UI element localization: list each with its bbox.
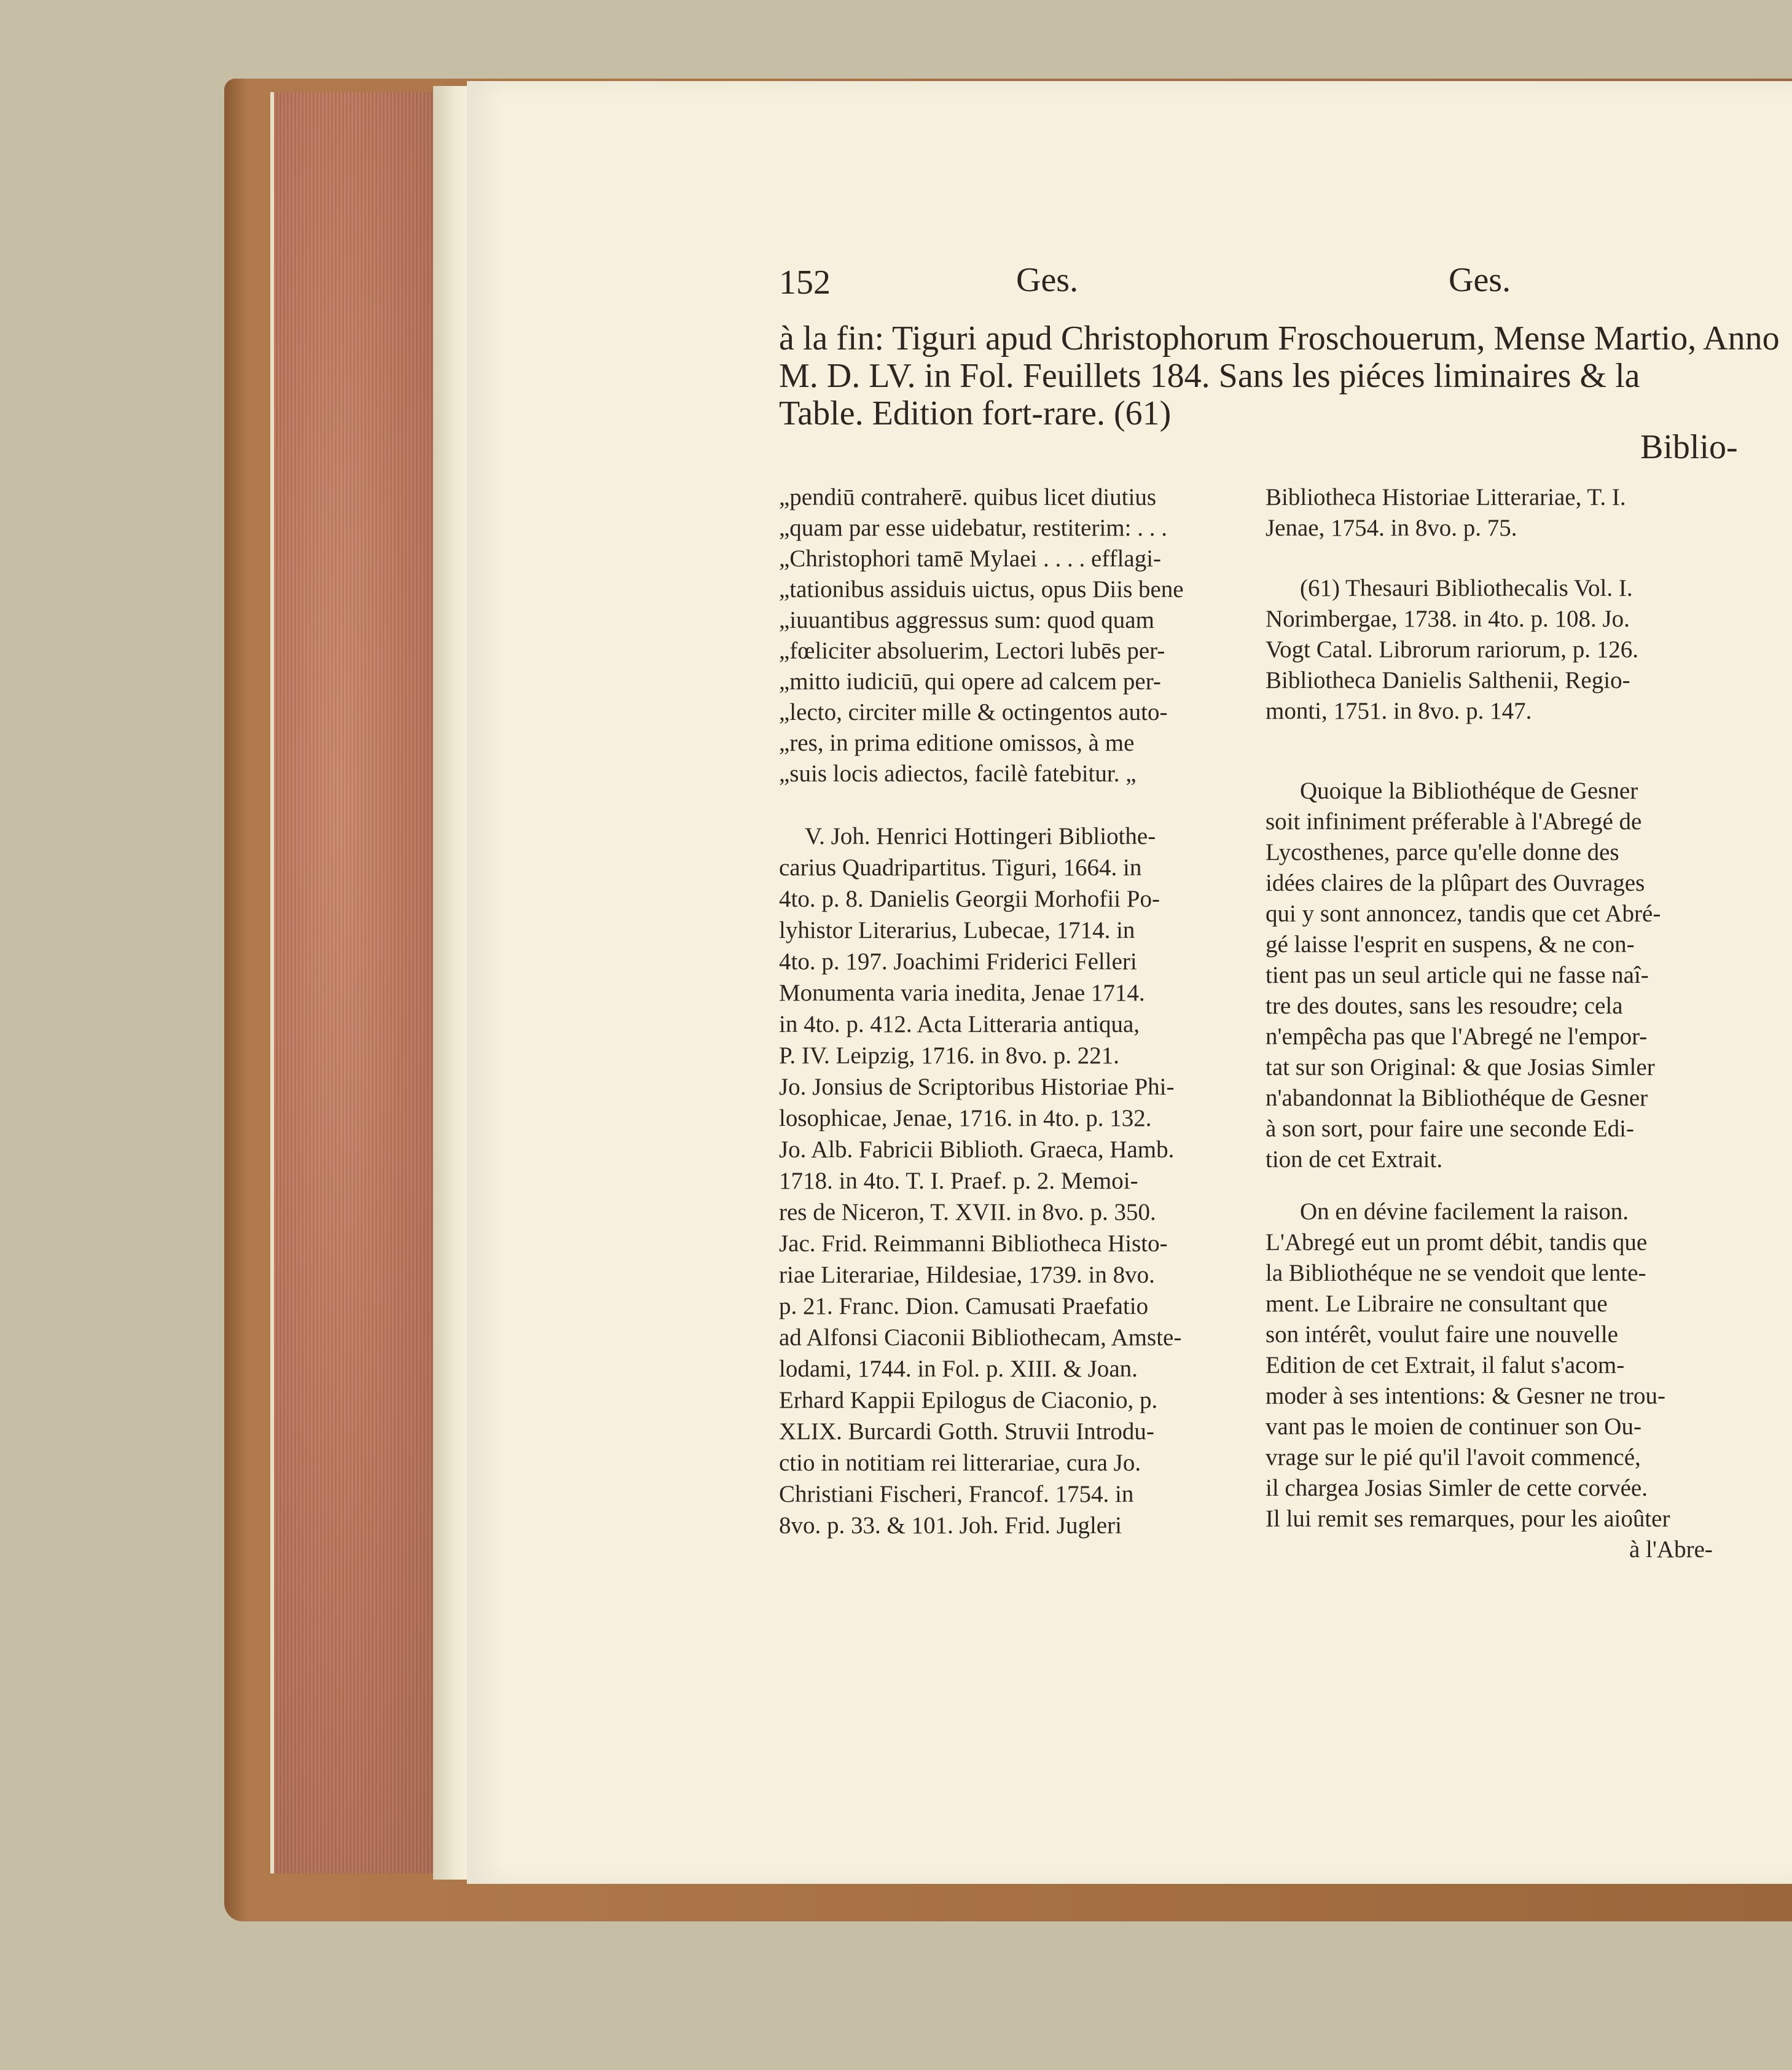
left-line: losophicae, Jenae, 1716. in 4to. p. 132. (779, 1105, 1152, 1131)
right-line: Il lui remit ses remarques, pour les aioûter (1266, 1506, 1670, 1532)
right-line: tat sur son Original: & que Josias Simler (1266, 1054, 1655, 1080)
left-line: „suis locis adiectos, facilè fatebitur. „ (779, 760, 1137, 787)
left-line: ctio in notitiam rei litterariae, cura Jo. (779, 1450, 1141, 1476)
left-line: „pendiū contraherē. quibus licet diutius (779, 484, 1157, 510)
right-line: soit infiniment préferable à l'Abregé de (1266, 808, 1642, 835)
right-line: n'abandonnat la Bibliothéque de Gesner (1266, 1085, 1648, 1111)
left-line: „res, in prima editione omissos, à me (779, 730, 1135, 756)
left-line: „mitto iudiciū, qui opere ad calcem per- (779, 668, 1161, 695)
right-line: vant pas le moien de continuer son Ou- (1266, 1413, 1641, 1440)
right-line: à l'Abre- (1629, 1536, 1713, 1563)
left-line: Erhard Kappii Epilogus de Ciaconio, p. (779, 1387, 1158, 1413)
left-line: 1718. in 4to. T. I. Praef. p. 2. Memoi- (779, 1168, 1138, 1194)
left-line: P. IV. Leipzig, 1716. in 8vo. p. 221. (779, 1042, 1119, 1069)
left-line: p. 21. Franc. Dion. Camusati Praefatio (779, 1293, 1149, 1319)
left-line: „lecto, circiter mille & octingentos auto- (779, 699, 1168, 725)
right-line: tre des doutes, sans les resoudre; cela (1266, 993, 1623, 1019)
catchword-biblio: Biblio- (1640, 428, 1738, 466)
top-entry-line-1: à la fin: Tiguri apud Christophorum Froschouerum, Mense Martio, Anno (779, 319, 1780, 357)
right-line: tion de cet Extrait. (1266, 1146, 1443, 1173)
page-edges (270, 92, 440, 1873)
left-line: „fœliciter absoluerim, Lectori lubēs per- (779, 638, 1165, 664)
left-line: lodami, 1744. in Fol. p. XIII. & Joan. (779, 1356, 1138, 1382)
right-line: tient pas un seul article qui ne fasse naî- (1266, 962, 1649, 988)
left-line: „iuuantibus aggressus sum: quod quam (779, 607, 1154, 633)
right-line: Quoique la Bibliothéque de Gesner (1300, 778, 1638, 804)
left-line: XLIX. Burcardi Gotth. Struvii Introdu- (779, 1418, 1154, 1445)
left-line: Christiani Fischeri, Francof. 1754. in (779, 1481, 1134, 1507)
left-line: Jo. Alb. Fabricii Biblioth. Graeca, Hamb. (779, 1136, 1175, 1163)
right-line: la Bibliothéque ne se vendoit que lente- (1266, 1260, 1646, 1286)
right-line: n'empêcha pas que l'Abregé ne l'empor- (1266, 1023, 1648, 1050)
right-line: Norimbergae, 1738. in 4to. p. 108. Jo. (1266, 606, 1630, 632)
right-line: Jenae, 1754. in 8vo. p. 75. (1266, 515, 1517, 541)
right-line: On en dévine facilement la raison. (1300, 1198, 1629, 1225)
right-line: qui y sont annoncez, tandis que cet Abré- (1266, 900, 1661, 927)
left-line: carius Quadripartitus. Tiguri, 1664. in (779, 854, 1142, 881)
right-line: gé laisse l'esprit en suspens, & ne con- (1266, 931, 1635, 958)
left-line: Jac. Frid. Reimmanni Bibliotheca Histo- (779, 1230, 1168, 1257)
left-line: Monumenta varia inedita, Jenae 1714. (779, 980, 1145, 1006)
left-line: res de Niceron, T. XVII. in 8vo. p. 350. (779, 1199, 1156, 1225)
left-line: 8vo. p. 33. & 101. Joh. Frid. Jugleri (779, 1512, 1122, 1539)
left-line: 4to. p. 8. Danielis Georgii Morhofii Po- (779, 886, 1160, 912)
left-line: 4to. p. 197. Joachimi Friderici Felleri (779, 948, 1137, 975)
right-line: son intérêt, voulut faire une nouvelle (1266, 1321, 1618, 1348)
left-line: lyhistor Literarius, Lubecae, 1714. in (779, 917, 1135, 943)
right-line: Bibliotheca Danielis Salthenii, Regio- (1266, 667, 1630, 693)
right-line: vrage sur le pié qu'il l'avoit commencé, (1266, 1444, 1641, 1470)
top-entry-line-3: Table. Edition fort-rare. (61) (779, 394, 1172, 432)
left-line: „Christophori tamē Mylaei . . . . efflagi- (779, 545, 1162, 572)
right-line: L'Abregé eut un promt débit, tandis que (1266, 1229, 1648, 1256)
right-line: il chargea Josias Simler de cette corvée. (1266, 1475, 1648, 1501)
top-entry-line-2: M. D. LV. in Fol. Feuillets 184. Sans les piéces liminaires & la (779, 357, 1640, 395)
right-line: à son sort, pour faire une seconde Edi- (1266, 1115, 1634, 1142)
right-line: moder à ses intentions: & Gesner ne trou- (1266, 1383, 1665, 1409)
right-line: (61) Thesauri Bibliothecalis Vol. I. (1300, 575, 1633, 601)
gutter (433, 86, 470, 1880)
left-line: ad Alfonsi Ciaconii Bibliothecam, Amste- (779, 1324, 1182, 1351)
right-line: idées claires de la plûpart des Ouvrages (1266, 870, 1645, 896)
left-line: „tationibus assiduis uictus, opus Diis bene (779, 576, 1184, 603)
right-line: monti, 1751. in 8vo. p. 147. (1266, 698, 1532, 724)
page-number: 152 (779, 264, 831, 302)
left-line: riae Literariae, Hildesiae, 1739. in 8vo. (779, 1262, 1155, 1288)
running-head-left: Ges. (1016, 261, 1079, 299)
right-line: Lycosthenes, parce qu'elle donne des (1266, 839, 1619, 865)
right-line: ment. Le Libraire ne consultant que (1266, 1291, 1608, 1317)
left-line: Jo. Jonsius de Scriptoribus Historiae Phi- (779, 1074, 1175, 1100)
running-head-right: Ges. (1449, 261, 1511, 299)
right-line: Vogt Catal. Librorum rariorum, p. 126. (1266, 636, 1638, 663)
left-line: V. Joh. Henrici Hottingeri Bibliothe- (805, 823, 1156, 849)
left-line: in 4to. p. 412. Acta Litteraria antiqua, (779, 1011, 1140, 1037)
left-line: „quam par esse uidebatur, restiterim: . . . (779, 515, 1167, 541)
right-line: Bibliotheca Historiae Litterariae, T. I. (1266, 484, 1626, 510)
right-line: Edition de cet Extrait, il falut s'acom- (1266, 1352, 1625, 1378)
